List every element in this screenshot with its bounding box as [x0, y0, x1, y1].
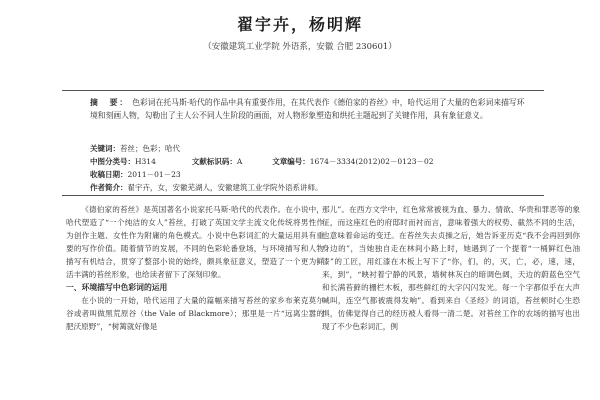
body-left-column — [66, 203, 324, 333]
intro-paragraph: 《德伯家的苔丝》是英国著名小说家托马斯·哈代的代表作。在小说中，哈代塑造了“一个纯洁的女人”苔丝，打破了英国文学主流文化传统将男性作为创作主题、女性作为附庸的角色模式。小说中色彩词汇的大量运用具有重要的写作价值。随着情节的发展，不同的色彩轮番登场，与环境描写和人物描写有机结合，贯穿了整部小说的始终，颇具象征意义，塑造了一个更为鲜活丰满的苔丝形象，也给读者留下了深刻印象。 — [66, 205, 324, 279]
abstract-bottom-rule — [62, 195, 544, 196]
author-bio-row — [90, 182, 323, 193]
article-number-label: 文章编号： — [272, 157, 310, 166]
doc-code-value: A — [236, 157, 243, 166]
right-column-paragraph: 那儿”。在西方文学中，红色常常被视为血、暴力、情欲、华贵和罪恶等的象征，而这座红色的府邸时而衬而言，意味着强大的权势、截然不同的生活，也意味着命运的变迁。在苔丝失去贞操之后，她告诉亚历克“我不会再回到你身边的”，当她独自走在林间小路上时，她遇到了一个提着“一桶鲜红色油漆”的工匠，用红漆在木板上写下了“你，们，的，灭，亡，必，速，速，来，到”，“映衬着宁静的风景，墙树林灰白的暗调色阔，天边的蔚蓝色空气和长满苔藓的栅栏木板，那些鲜红的大字闪闪发光。每一个字都似乎在大声喊叫，连空气都被震得发响”。看到来自《圣经》的词语，苔丝顿时心生恐惧，仿佛觉得自己的经历被人看得一清二楚。对苔丝工作的农场的描写也出现了不少色彩词汇，例 — [322, 205, 580, 331]
classification-row — [90, 156, 434, 167]
author-bio-label: 作者简介： — [90, 183, 128, 192]
abstract-text: 色彩词在托马斯·哈代的作品中具有重要作用，在其代表作《德伯家的苔丝》中，哈代运用了大量的色彩词来描写环境和刻画人物，勾勒出了主人公不同人生阶段的画面，对人物形象塑造和烘托主题起到了关键作用，具有象征意义。 — [90, 98, 525, 120]
keywords-row — [90, 143, 180, 154]
received-row — [90, 169, 181, 180]
keywords-value: 苔丝；色彩；哈代 — [120, 144, 180, 153]
received-label: 收稿日期： — [90, 170, 128, 179]
author-affiliation: （安徽建筑工业学院 外语系，安徽 合肥 230601） — [203, 42, 397, 52]
section-heading: 一、环境描写中色彩词的运用 — [66, 283, 168, 292]
abstract — [90, 97, 530, 122]
author-bio-value: 翟宇卉，女，安徽芜湖人，安徽建筑工业学院外语系讲师。 — [127, 183, 323, 192]
class-number-value: H314 — [135, 157, 156, 166]
abstract-top-rule — [62, 90, 544, 91]
abstract-label: 摘 要： — [90, 98, 130, 107]
received-value: 2011－01－23 — [127, 170, 181, 179]
doc-code-label: 文献标识码： — [191, 157, 237, 166]
paper-authors: 翟宇卉，杨明辉 — [236, 15, 363, 34]
article-number-value: 1674－3334(2012)02－0123－02 — [309, 157, 434, 166]
class-number-label: 中图分类号： — [90, 157, 135, 166]
section-paragraph: 在小说的一开始，哈代运用了大量的篇幅来描写苔丝的家乡布莱克莫尔谷或者叫做黑荒原谷（the Vale of Blackmore）；那里是一片“远离尘嚣的肥沃原野”，“树篱就好像是 — [66, 296, 324, 331]
body-right-column — [322, 203, 580, 333]
keywords-label: 关键词： — [90, 144, 120, 153]
